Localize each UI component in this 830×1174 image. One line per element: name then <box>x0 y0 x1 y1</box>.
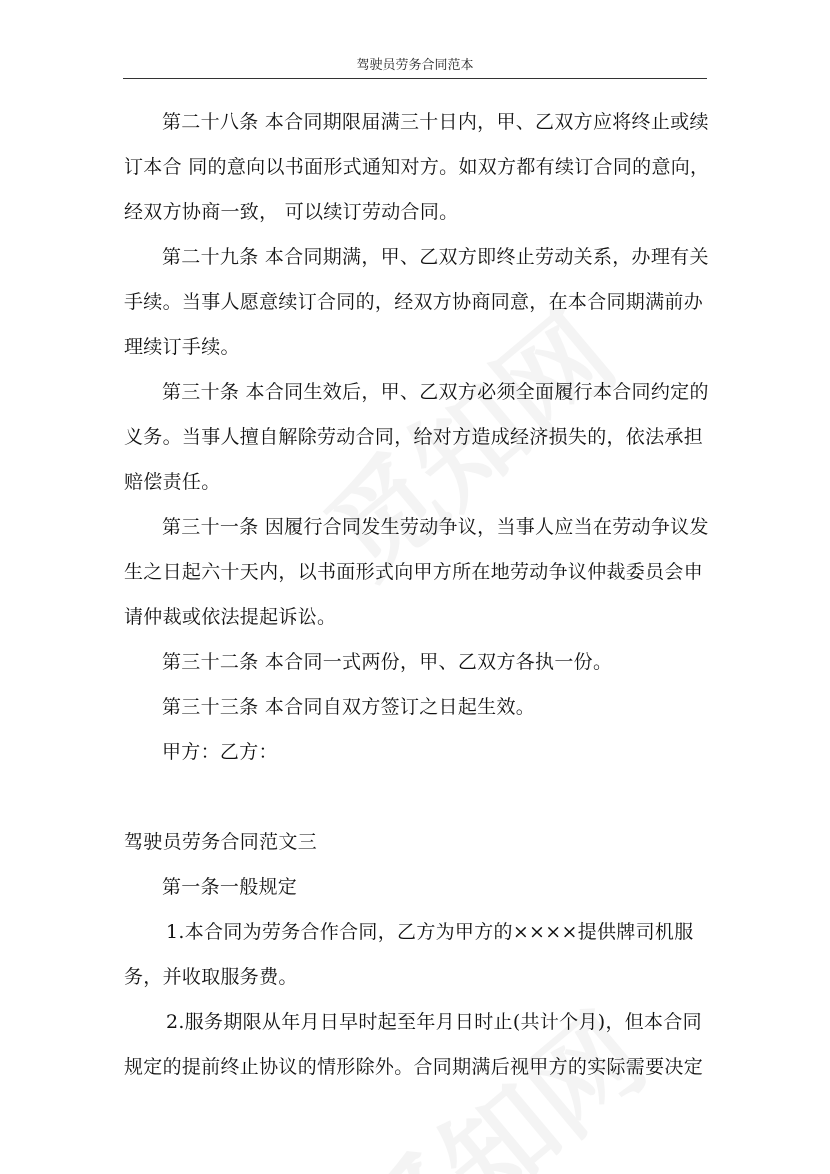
article-32: 第三十二条 本合同一式两份，甲、乙双方各执一份。 <box>162 651 613 673</box>
clause-2: 2.服务期限从年月日早时起至年月日时止(共计个月)，但本合同规定的提前终止协议的情形除外。合同期满后视甲方的实际需要决定 <box>124 1011 704 1078</box>
header-divider <box>123 78 707 79</box>
article-30: 第三十条 本合同生效后，甲、乙双方必须全面履行本合同约定的义务。当事人擅自解除劳动合同，给对方造成经济损失的，依法承担赔偿责任。 <box>124 381 709 493</box>
article-29: 第二十九条 本合同期满，甲、乙双方即终止劳动关系，办理有关手续。当事人愿意续订合同的，经双方协商同意，在本合同期满前办理续订手续。 <box>124 246 709 358</box>
article-33: 第三十三条 本合同自双方签订之日起生效。 <box>162 696 536 718</box>
document-body <box>124 100 714 1090</box>
section-title: 驾驶员劳务合同范文三 <box>124 831 318 853</box>
article-31: 第三十一条 因履行合同发生劳动争议，当事人应当在劳动争议发生之日起六十天内，以书面形式向甲方所在地劳动争议仲裁委员会申请仲裁或依法提起诉讼。 <box>124 516 709 628</box>
signature-line: 甲方：乙方： <box>162 741 278 763</box>
article-1-heading: 第一条一般规定 <box>162 876 298 898</box>
article-28: 第二十八条 本合同期限届满三十日内，甲、乙双方应将终止或续订本合 同的意向以书面形式通知对方。如双方都有续订合同的意向，经双方协商一致， 可以续订劳动合同。 <box>124 111 710 223</box>
spacer <box>124 775 714 820</box>
clause-1: 1.本合同为劳务合作合同，乙方为甲方的××××提供牌司机服务，并收取服务费。 <box>124 921 694 988</box>
page-header: 驾驶员劳务合同范本 <box>356 58 474 73</box>
